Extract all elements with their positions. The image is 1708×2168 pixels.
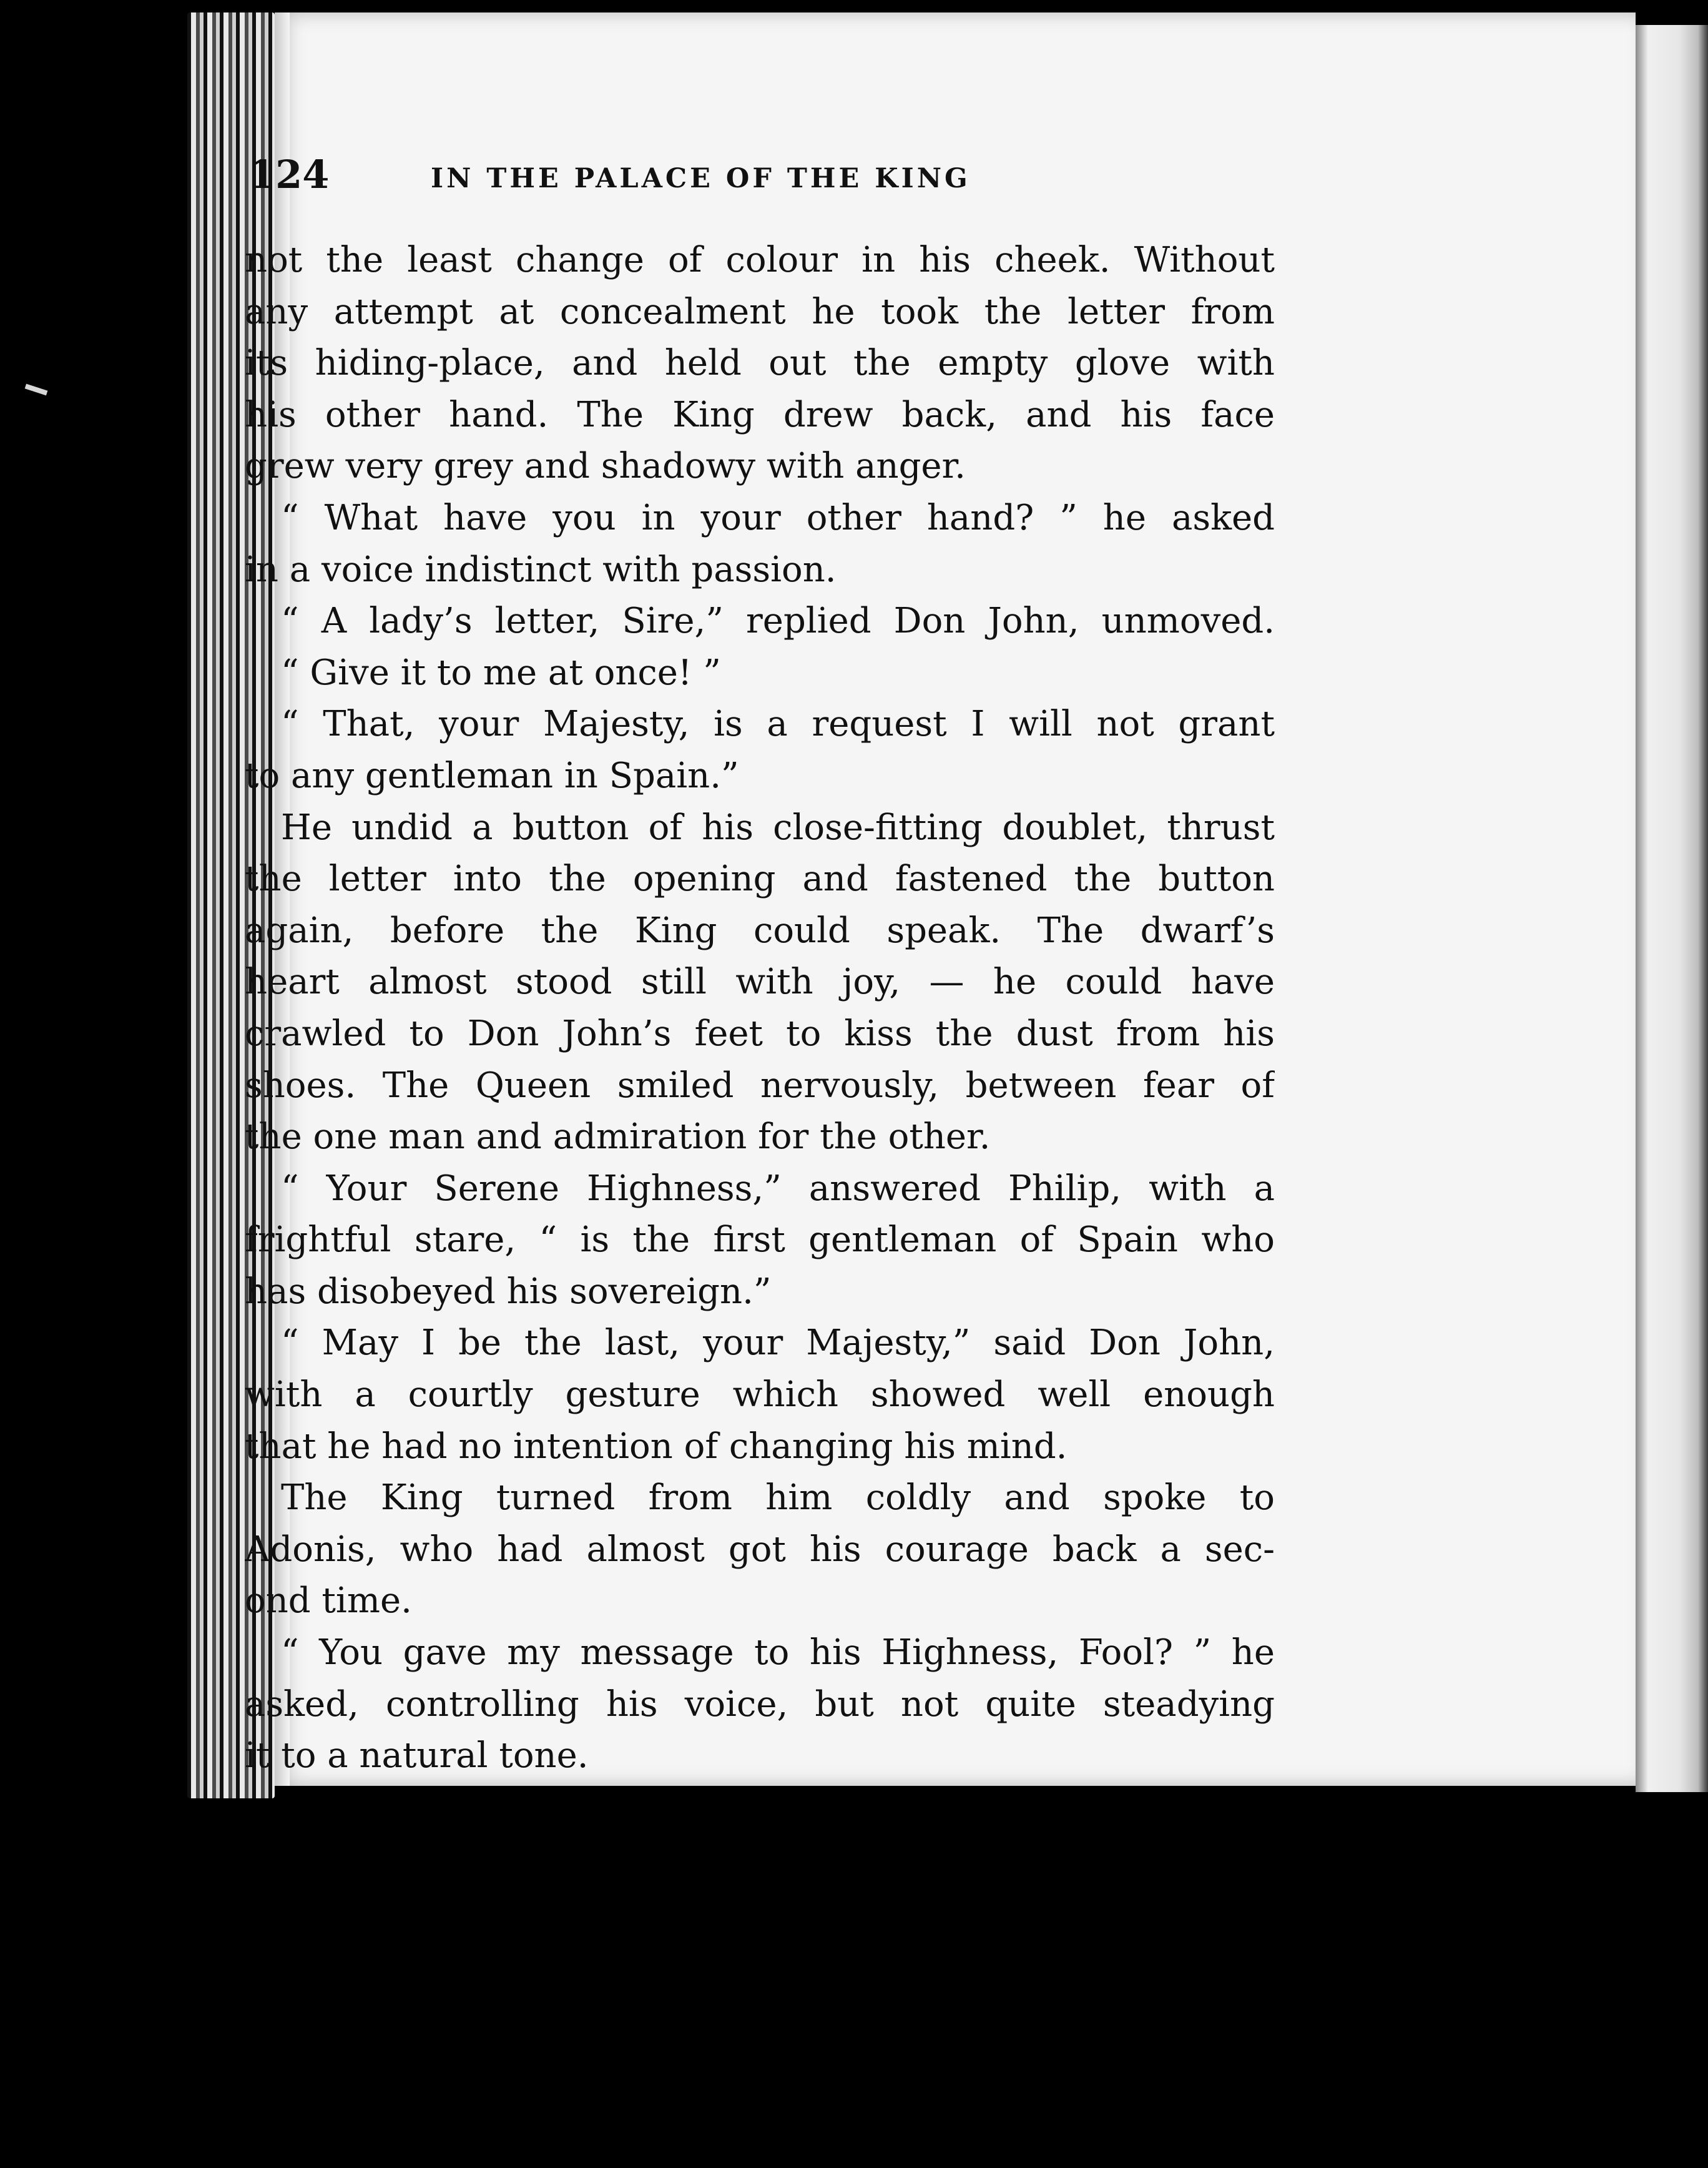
text-line: “ What have you in your other hand? ” he asked [281,497,1275,538]
text-line: the one man and admiration for the other. [245,1116,991,1158]
book-binding-edge [1636,25,1708,1792]
text-line: frightful stare, “ is the first gentleman of Spain who [245,1220,1275,1261]
text-line: his other hand. The King drew back, and his face [245,394,1275,435]
text-line: has disobeyed his sovereign.” [245,1271,772,1312]
text-line: “ Give it to me at once! ” [281,652,721,693]
text-line: that he had no intention of changing his mind. [245,1426,1068,1467]
text-line: in a voice indistinct with passion. [245,549,837,590]
text-line: “ Your Serene Highness,” answered Philip, with a [281,1168,1275,1209]
text-line: the letter into the opening and fastened the button [245,859,1275,900]
text-line: with a courtly gesture which showed well enough [245,1374,1275,1416]
scan-artifact-dash [25,384,48,396]
text-line: again, before the King could speak. The dwarf’s [245,910,1275,951]
text-line: “ May I be the last, your Majesty,” said Don John, [281,1323,1275,1364]
text-line: shoes. The Queen smiled nervously, between fear of [245,1065,1275,1106]
running-head: IN THE PALACE OF THE KING [431,163,971,194]
text-line: He undid a button of his close-fitting doublet, thrust [281,807,1275,848]
text-line: heart almost stood still with joy, — he could have [245,962,1275,1003]
text-line: crawled to Don John’s feet to kiss the dust from his [245,1013,1275,1054]
text-line: ond time. [245,1580,412,1622]
text-line: any attempt at concealment he took the letter from [245,291,1275,332]
text-line: not the least change of colour in his cheek. Without [245,240,1275,280]
body-text [245,235,1275,1782]
text-line: grew very grey and shadowy with anger. [245,446,966,487]
page-number: 124 [248,152,330,197]
text-line: it to a natural tone. [245,1735,589,1776]
text-line: asked, controlling his voice, but not quite steadying [245,1683,1275,1725]
page-header [248,150,1272,200]
text-line: “ A lady’s letter, Sire,” replied Don John, unmoved. [281,601,1275,642]
text-line: The King turned from him coldly and spoke to [281,1477,1275,1519]
text-line: to any gentleman in Spain.” [245,755,739,796]
text-line: “ That, your Majesty, is a request I will not grant [281,704,1275,745]
text-line: its hiding-place, and held out the empty glove with [245,343,1275,384]
text-line: “ You gave my message to his Highness, Fool? ” he [281,1632,1275,1673]
text-line: Adonis, who had almost got his courage back a sec- [245,1529,1275,1570]
